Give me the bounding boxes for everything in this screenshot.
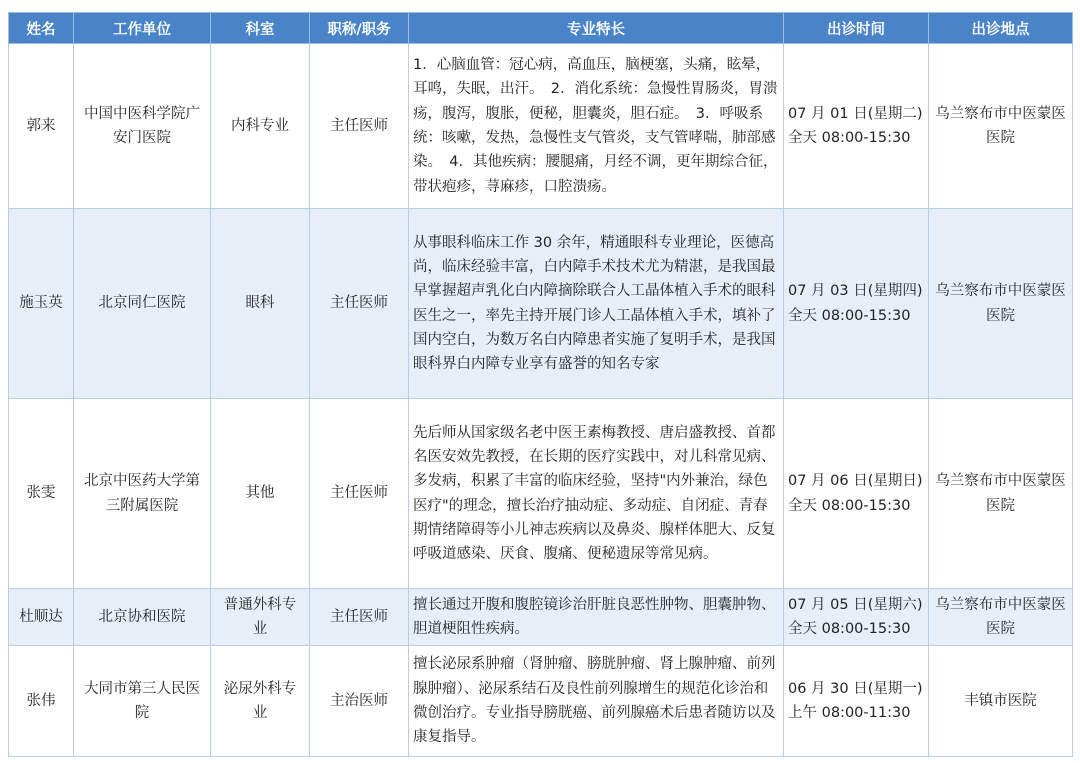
- cell-location: 丰镇市医院: [929, 646, 1073, 757]
- table-row: [9, 589, 1073, 646]
- cell-specialty: 从事眼科临床工作 30 余年，精通眼科专业理论，医德高尚，临床经验丰富，白内障手术技术尤为精湛，是我国最早掌握超声乳化白内障摘除联合人工晶体植入手术的眼科医生之一，率先主持开展门诊人工晶体植入手术，填补了国内空白，为数万名白内障患者实施了复明手术，是我国眼科界白内障专业享有盛誉的知名专家: [409, 209, 784, 399]
- cell-department: 其他: [211, 399, 310, 589]
- cell-location: 乌兰察布市中医蒙医医院: [929, 399, 1073, 589]
- cell-department: 内科专业: [211, 44, 310, 209]
- cell-name: 张伟: [9, 646, 74, 757]
- cell-specialty: 1．心脑血管：冠心病，高血压，脑梗塞，头痛，眩晕，耳鸣，失眠，出汗。 2．消化系统：急慢性胃肠炎，胃溃疡，腹泻，腹胀，便秘，胆囊炎，胆石症。 3．呼吸系统：咳嗽，发热，急慢性支气管炎，支气管哮喘，肺部感染。 4．其他疾病：腰腿痛，月经不调，更年期综合征，带状疱疹，荨麻疹，口腔溃疡。: [409, 44, 784, 209]
- header-date: 出诊时间: [784, 13, 929, 44]
- cell-time: [784, 209, 929, 399]
- cell-department: 普通外科专业: [211, 589, 310, 646]
- cell-title: 主任医师: [310, 589, 409, 646]
- cell-specialty: 擅长通过开腹和腹腔镜诊治肝脏良恶性肿物、胆囊肿物、胆道梗阻性疾病。: [409, 589, 784, 646]
- cell-specialty: 先后师从国家级名老中医王素梅教授、唐启盛教授、首都名医安效先教授，在长期的医疗实践中，对儿科常见病、多发病，积累了丰富的临床经验，坚持"内外兼治，绿色医疗"的理念，擅长治疗抽动症、多动症、自闭症、青春期情绪障碍等小儿神志疾病以及鼻炎、腺样体肥大、反复呼吸道感染、厌食、腹痛、便秘遗尿等常见病。: [409, 399, 784, 589]
- cell-location: 乌兰察布市中医蒙医医院: [929, 589, 1073, 646]
- visit-date: 07 月 06 日(星期日): [788, 473, 923, 490]
- visit-date: 07 月 03 日(星期四): [788, 283, 923, 300]
- visit-hours: 全天 08:00-15:30: [788, 130, 911, 146]
- cell-time: [784, 646, 929, 757]
- header-hospital: 工作单位: [74, 13, 211, 44]
- visit-hours: 全天 08:00-15:30: [788, 621, 911, 637]
- schedule-table-wrapper: [8, 12, 1072, 757]
- cell-title: 主治医师: [310, 646, 409, 757]
- cell-location: 乌兰察布市中医蒙医医院: [929, 209, 1073, 399]
- header-name: 姓名: [9, 13, 74, 44]
- cell-name: 杜顺达: [9, 589, 74, 646]
- cell-hospital: 北京同仁医院: [74, 209, 211, 399]
- cell-title: 主任医师: [310, 399, 409, 589]
- visit-date: 07 月 01 日(星期二): [788, 105, 923, 122]
- header-specialty: 专业特长: [409, 13, 784, 44]
- header-title: 职称/职务: [310, 13, 409, 44]
- header-department: 科室: [211, 13, 310, 44]
- doctor-schedule-table: [8, 12, 1073, 757]
- cell-name: 郭来: [9, 44, 74, 209]
- cell-department: 眼科: [211, 209, 310, 399]
- cell-time: [784, 399, 929, 589]
- cell-name: 张雯: [9, 399, 74, 589]
- cell-location: 乌兰察布市中医蒙医医院: [929, 44, 1073, 209]
- cell-hospital: 中国中医科学院广安门医院: [74, 44, 211, 209]
- header-row: [9, 13, 1073, 44]
- visit-hours: 全天 08:00-15:30: [788, 307, 911, 324]
- cell-hospital: 北京中医药大学第三附属医院: [74, 399, 211, 589]
- cell-hospital: 大同市第三人民医院: [74, 646, 211, 757]
- cell-specialty: 擅长泌尿系肿瘤（肾肿瘤、膀胱肿瘤、肾上腺肿瘤、前列腺肿瘤）、泌尿系结石及良性前列腺增生的规范化诊治和微创治疗。专业指导膀胱癌、前列腺癌术后患者随访以及康复指导。: [409, 646, 784, 757]
- cell-time: [784, 589, 929, 646]
- cell-department: 泌尿外科专业: [211, 646, 310, 757]
- table-row: [9, 646, 1073, 757]
- table-row: [9, 44, 1073, 209]
- cell-title: 主任医师: [310, 44, 409, 209]
- cell-time: [784, 44, 929, 209]
- header-location: 出诊地点: [929, 13, 1073, 44]
- visit-hours: 上午 08:00-11:30: [788, 705, 911, 721]
- visit-date: 06 月 30 日(星期一): [788, 680, 923, 697]
- cell-name: 施玉英: [9, 209, 74, 399]
- cell-title: 主任医师: [310, 209, 409, 399]
- cell-hospital: 北京协和医院: [74, 589, 211, 646]
- visit-date: 07 月 05 日(星期六): [788, 596, 923, 613]
- table-row: [9, 209, 1073, 399]
- visit-hours: 全天 08:00-15:30: [788, 497, 911, 514]
- table-row: [9, 399, 1073, 589]
